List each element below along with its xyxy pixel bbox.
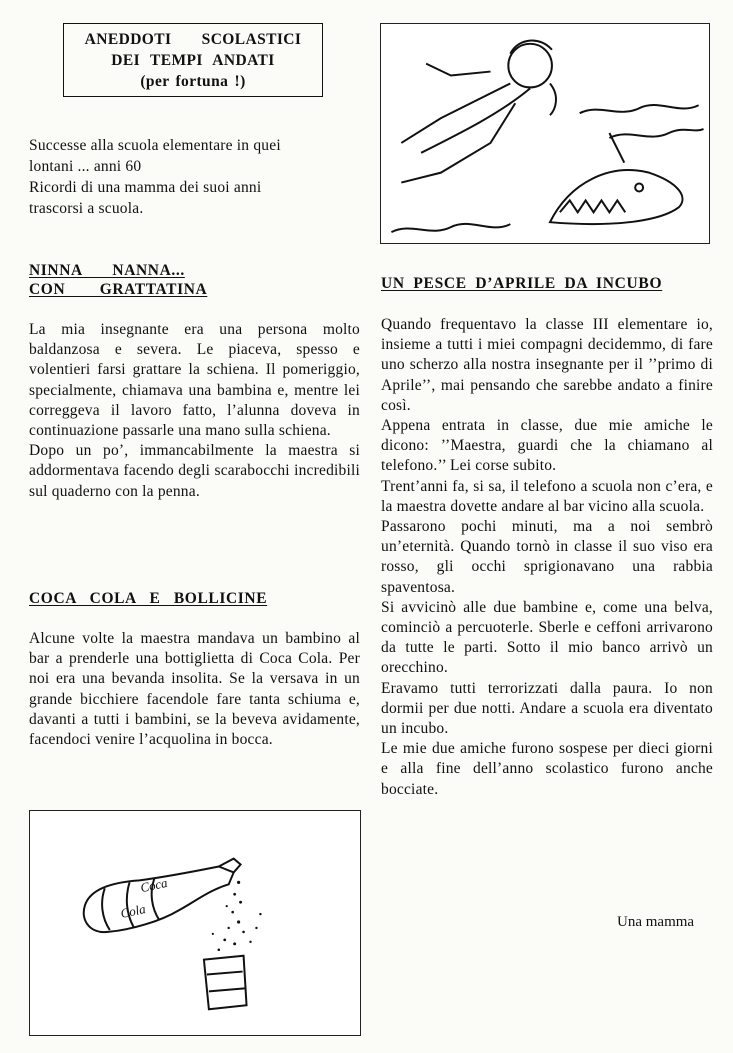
shark-teeth [560, 200, 625, 212]
story3-body [381, 315, 713, 800]
story3-paragraph-5: Si avvicinò alle due bambine e, come una belva, cominciò a percuoterle. Sberle e ceffoni arrivarono da tutte le parti. Sotto il mio banco arrivò un orecchino. [381, 598, 713, 677]
girl-leg [401, 103, 515, 182]
intro-line-1: Successe alla scuola elementare in quei [29, 137, 281, 154]
story3-paragraph-6: Eravamo tutti terrorizzati dalla paura. Io non dormii per due notti. Andare a scuola era diventato un incubo. [381, 679, 713, 738]
intro [29, 135, 364, 219]
story1-paragraph-2: Dopo un po’, immancabilmente la maestra si addormentava facendo degli scarabocchi incredibili sul quaderno con la penna. [29, 442, 360, 500]
story3-paragraph-1: Quando frequentavo la classe III elementare io, insieme a tutti i miei compagni decidemmo, di fare uno scherzo alla nostra insegnante per il ’’primo di Aprile’’, mai pensando che sarebbe andato a finire così. [381, 316, 713, 414]
intro-line-3: Ricordi di una mamma dei suoi anni [29, 179, 262, 196]
story3-paragraph-3: Trent’anni fa, si sa, il telefono a scuola non c’era, e la maestra dovette andare al bar vicino alla scuola. [381, 477, 713, 515]
story2-heading [29, 589, 364, 608]
intro-line-4: trascorsi a scuola. [29, 200, 144, 217]
story1-body [29, 320, 360, 502]
girl-head [508, 44, 552, 88]
bottle-label-coca: Coca [139, 875, 169, 896]
story3-paragraph-7: Le mie due amiche furono sospese per dieci giorni e alla fine dell’anno scolastico furono anche bocciate. [381, 740, 713, 798]
glass [204, 956, 247, 1010]
story2-body [29, 629, 360, 750]
story3-heading [381, 274, 721, 293]
bottle-label-cola: Cola [119, 902, 147, 921]
story1-title-line-1: NINNA NANNA... [29, 262, 185, 279]
signature: Una mamma [617, 914, 695, 930]
girl-and-shark-drawing [381, 24, 709, 243]
title-line-3: (per fortuna !) [140, 72, 246, 90]
story3-paragraph-4: Passarono pochi minuti, ma a noi sembrò un’eternità. Quando tornò in classe il suo viso era rosso, gli occhi sprigionavano una rabbia spaventosa. [381, 518, 713, 596]
shark-body [550, 170, 683, 224]
story1-paragraph-1: La mia insegnante era una persona molto baldanzosa e severa. Le piaceva, spesso e volentieri farsi grattare la schiena. Il pomeriggio, specialmente, chiamava una bambina e, mentre lei correggeva il lavoro fatto, l’alunna doveva in continuazione passarle una mano sulla schiena. [29, 321, 360, 440]
title-line-2: DEI TEMPI ANDATI [111, 51, 275, 69]
waves [391, 224, 510, 232]
intro-line-2: lontani ... anni 60 [29, 158, 142, 175]
bottle-drawing [30, 811, 360, 1035]
title-line-1: ANEDDOTI SCOLASTICI [84, 30, 302, 48]
story3-paragraph-2: Appena entrata in classe, due mie amiche le dicono: ’’Maestra, guardi che la chiamano al telefono.’’ Lei corse subito. [381, 417, 713, 475]
coca-cola-illustration [29, 810, 361, 1036]
story1-heading [29, 261, 364, 299]
fish-illustration [380, 23, 710, 244]
drink-stream [212, 881, 262, 951]
story2-paragraph: Alcune volte la maestra mandava un bambino al bar a prenderle una bottiglietta di Coca Cola. Per noi era una bevanda insolita. Se la versava in un grande bicchiere facendole fare tanta schiuma e, davanti a tutti i bambini, se la beveva avidamente, facendoci venire l’acquolina in bocca. [29, 630, 360, 749]
story1-title-line-2: CON GRATTATINA [29, 281, 208, 298]
title-box [63, 23, 323, 97]
story3-title: UN PESCE D’APRILE DA INCUBO [381, 275, 663, 292]
story2-title: COCA COLA E BOLLICINE [29, 590, 268, 607]
